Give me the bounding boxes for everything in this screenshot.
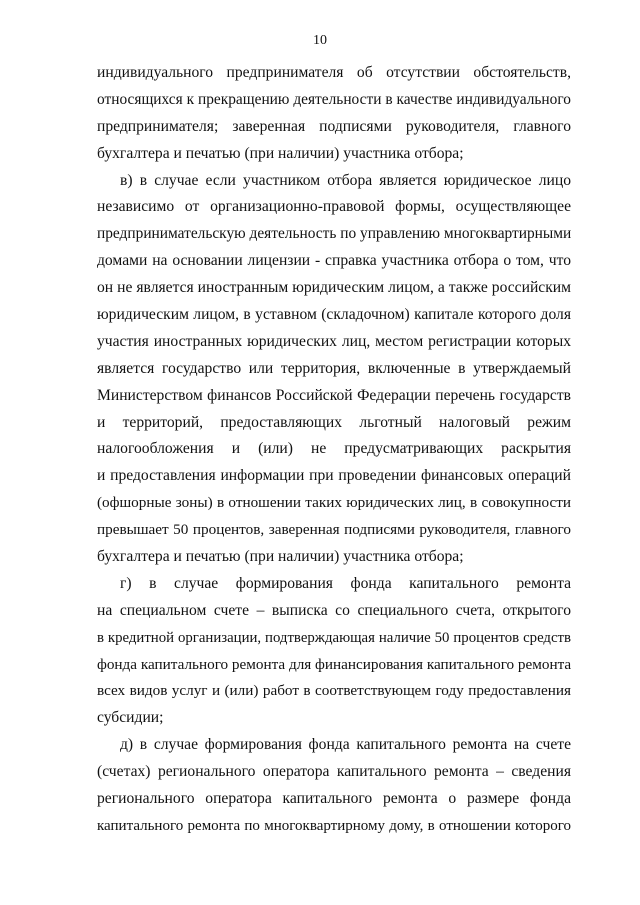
text-line: д) в случае формирования фонда капитального ремонта на счете <box>120 736 571 754</box>
text-line: бухгалтера и печатью (при наличии) участника отбора; <box>97 548 464 566</box>
text-line: независимо от организационно-правовой формы, осуществляющее <box>97 198 571 216</box>
text-line: является государство или территория, включенные в утверждаемый <box>97 359 571 377</box>
text-line: (счетах) регионального оператора капитального ремонта – сведения <box>97 763 571 781</box>
text-line: юридическим лицом, в уставном (складочном) капитале которого доля <box>97 306 571 324</box>
text-line: всех видов услуг и (или) работ в соответствующем году предоставления <box>97 682 571 700</box>
text-line: домами на основании лицензии - справка участника отбора о том, что <box>97 252 571 270</box>
text-line: фонда капитального ремонта для финансирования капитального ремонта <box>97 655 572 673</box>
text-line: капитального ремонта по многоквартирному дому, в отношении которого <box>97 817 571 834</box>
text-line: регионального оператора капитального ремонта о размере фонда <box>97 790 571 808</box>
text-line: относящихся к прекращению деятельности в качестве индивидуального <box>97 90 571 108</box>
text-line: предпринимателя; заверенная подписями руководителя, главного <box>97 117 571 135</box>
text-line: участия иностранных юридических лиц, местом регистрации которых <box>97 332 571 350</box>
text-line: налогообложения и (или) не предусматривающих раскрытия <box>97 440 571 458</box>
text-line: индивидуального предпринимателя об отсутствии обстоятельств, <box>97 64 571 81</box>
text-line: в) в случае если участником отбора является юридическое лицо <box>120 171 571 189</box>
text-line: (офшорные зоны) в отношении таких юридических лиц, в совокупности <box>97 494 571 512</box>
text-line: предпринимательскую деятельность по управлению многоквартирными <box>97 225 572 243</box>
text-line: субсидии; <box>97 709 164 727</box>
text-line: г) в случае формирования фонда капитального ремонта <box>120 574 571 592</box>
text-line: в кредитной организации, подтверждающая наличие 50 процентов средств <box>97 629 571 646</box>
text-line: превышает 50 процентов, заверенная подписями руководителя, главного <box>97 521 571 539</box>
text-line: бухгалтера и печатью (при наличии) участника отбора; <box>97 144 464 162</box>
text-line: и предоставления информации при проведении финансовых операций <box>97 467 571 485</box>
page-number: 10 <box>313 33 327 48</box>
text-line: и территорий, предоставляющих льготный налоговый режим <box>97 413 571 431</box>
text-line: на специальном счете – выписка со специального счета, открытого <box>97 601 571 619</box>
text-line: Министерством финансов Российской Федерации перечень государств <box>97 386 571 404</box>
text-line: он не является иностранным юридическим лицом, а также российским <box>97 279 571 297</box>
document-body <box>97 60 571 840</box>
